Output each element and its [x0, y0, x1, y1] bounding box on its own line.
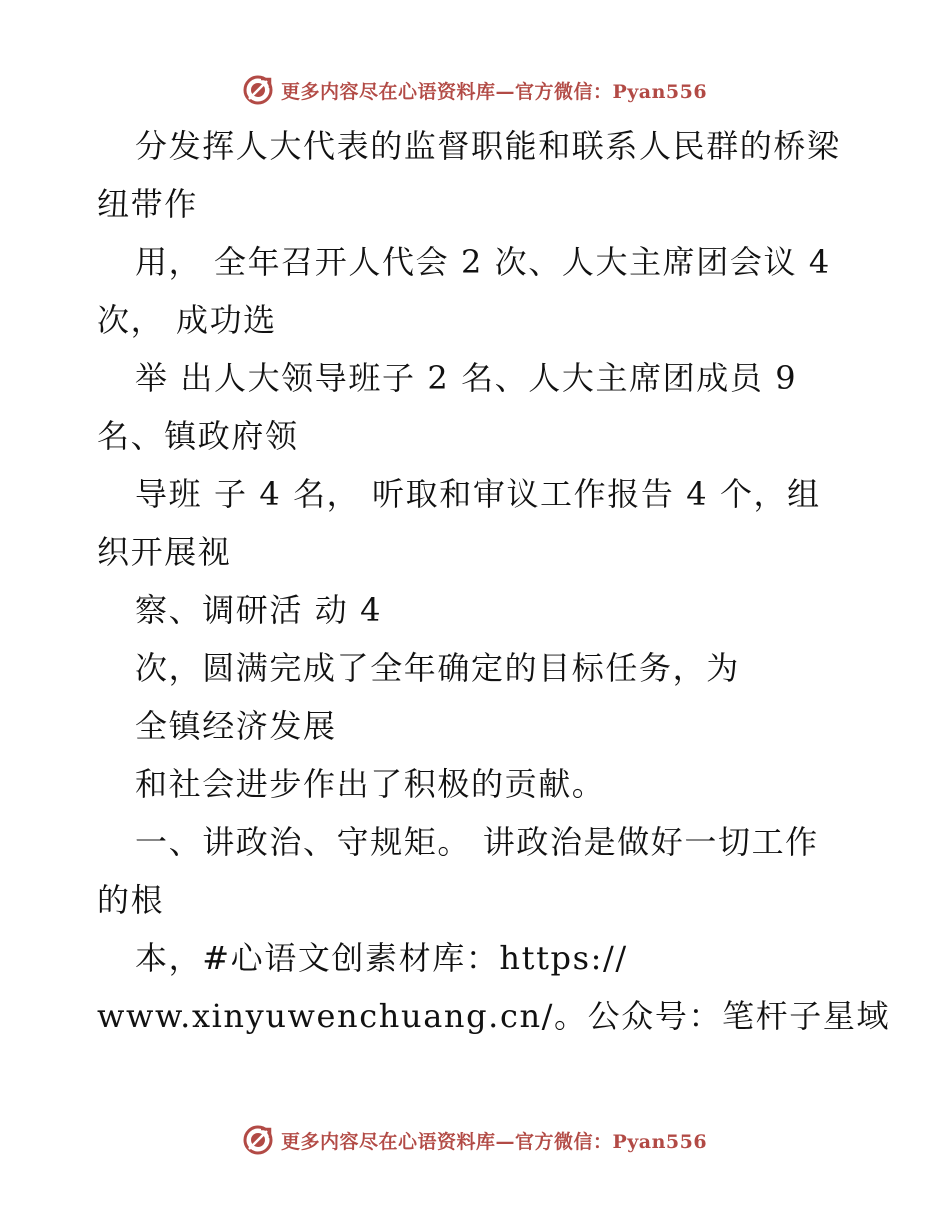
body-line: 纽带作: [97, 185, 198, 223]
red-emblem-icon: [243, 75, 273, 105]
section-heading-line: 一、讲政治、守规矩。 讲政治是做好一切工作: [135, 823, 819, 861]
header-banner-text: 更多内容尽在心语资料库—官方微信：Pyan556: [280, 80, 708, 103]
body-line: 次， 成功选: [97, 301, 277, 339]
header-banner: [0, 70, 950, 110]
body-line: 用， 全年召开人代会 2 次、人大主席团会议 4: [135, 243, 831, 281]
body-line: 分发挥人大代表的监督职能和联系人民群的桥梁: [135, 127, 841, 165]
body-line: 举 出人大领导班子 2 名、人大主席团成员 9: [135, 359, 798, 397]
red-emblem-icon: [243, 1125, 273, 1155]
body-line: 和社会进步作出了积极的贡献。: [135, 765, 606, 803]
body-line: 名、镇政府领: [97, 417, 299, 455]
body-line: 导班 子 4 名， 听取和审议工作报告 4 个，组: [135, 475, 821, 513]
body-line: 织开展视: [97, 533, 232, 571]
body-line: 全镇经济发展: [135, 707, 337, 745]
footer-banner-text: 更多内容尽在心语资料库—官方微信：Pyan556: [280, 1130, 708, 1153]
body-line: 本，#心语文创素材库：https://: [135, 939, 628, 977]
body-line: 次，圆满完成了全年确定的目标任务，为: [135, 649, 740, 687]
body-line: www.xinyuwenchuang.cn/。公众号：笔杆子星域: [97, 997, 891, 1035]
footer-banner: [0, 1120, 950, 1160]
body-line: 察、调研活 动 4: [135, 591, 383, 629]
body-line: 的根: [97, 881, 165, 919]
